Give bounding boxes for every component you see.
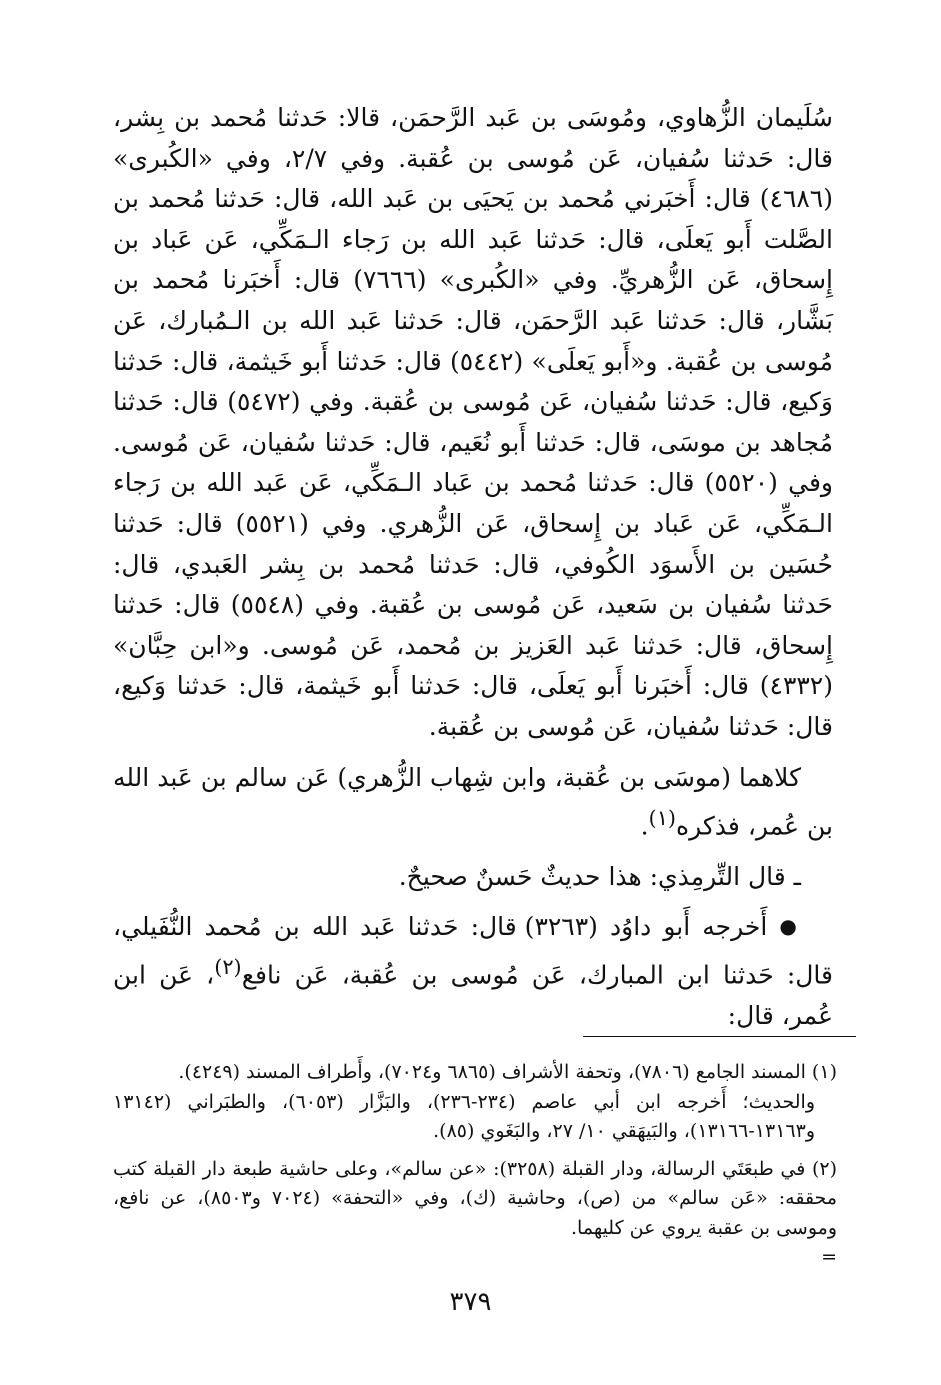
footnote-2: (٢) في طبعَتَي الرسالة، ودار القبلة (٣٢٥٨): «عن سالم»، وعلى حاشية طبعة دار القبلة كتب محققه: «عَن سالم» من (ص)، وحاشية (ك)، وفي «التحفة» (٧٠٢٤ و٨٥٠٣)، عن نافع، وموسى بن عقبة يروي عن كليهما. [113, 1157, 838, 1239]
main-text [113, 98, 833, 1037]
paragraph-abu-dawud-end: ، عَن ابن عُمر، قال: [113, 960, 833, 1031]
footnote-ref-2: (٢) [214, 955, 242, 980]
footnote-1-line-1: (١) المسند الجامع (٧٨٠٦)، وتحفة الأشراف (٦٨٦٥ و٧٠٢٤)، وأَطراف المسند (٤٢٤٩). [178, 1061, 837, 1083]
footnote-1-line-2: والحديث؛ أَخرجه ابن أبي عاصم (٢٣٤-٢٣٦)، والبَزَّار (٦٠٥٣)، والطبَراني (١٣١٤٢ و١٣١٦٣-١٣١٦٦)، والبَيهَقي ١٠/ ٢٧، والبَغَوي (٨٥). [113, 1090, 816, 1142]
page-number: ٣٧٩ [449, 1287, 492, 1317]
paragraph-tirmidhi-grade: ـ قال التِّرمِذي: هذا حديثٌ حَسنٌ صحيحٌ. [398, 862, 801, 892]
footnote-ref-1: (١) [648, 806, 677, 831]
footnote-continuation-mark: = [821, 1246, 837, 1268]
paragraph-abu-dawud [113, 906, 833, 1037]
paragraph-both-narrators [113, 758, 833, 848]
footnote-separator [583, 1036, 856, 1037]
paragraph-both-narrators-end: . [640, 811, 649, 841]
paragraph-abu-dawud-text: أَخرجه أَبو داوُد (٣٢٦٣) قال: حَدثنا عَبد الله بن مُحمد النُّفَيلي، قال: حَدثنا ابن المبارك، عَن مُوسى بن عُقبة، عَن نافع [113, 911, 833, 990]
footnotes [113, 1058, 837, 1273]
paragraph-both-narrators-text: كلاهما (موسَى بن عُقبة، وابن شِهاب الزُّهري) عَن سالم بن عَبد الله بن عُمر، فذكره [113, 762, 833, 841]
bullet-icon: ● [779, 913, 802, 938]
paragraph-hadith-chain: سُلَيمان الزُّهاوي، ومُوسَى بن عَبد الرَّحمَن، قالا: حَدثنا مُحمد بن بِشر، قال: حَدثنا سُفيان، عَن مُوسى بن عُقبة. وفي ٢/٧، وفي «الكُبرى» (٤٦٨٦) قال: أَخبَرني مُحمد بن يَحيَى بن عَبد الله، قال: حَدثنا مُحمد بن الصَّلت أَبو يَعلَى، قال: حَدثنا عَبد الله بن رَجاء الـمَكِّي، عَن عَباد بن إِسحاق، عَن الزُّهريِّ. وفي «الكُبرى» (٧٦٦٦) قال: أَخبَرنا مُحمد بن بَشَّار، قال: حَدثنا عَبد الرَّحمَن، قال: حَدثنا عَبد الله بن الـمُبارك، عَن مُوسى بن عُقبة. و«أَبو يَعلَى» (٥٤٤٢) قال: حَدثنا أَبو خَيثمة، قال: حَدثنا وَكيع، قال: حَدثنا سُفيان، عَن مُوسى بن عُقبة. وفي (٥٤٧٢) قال: حَدثنا مُجاهد بن موسَى، قال: حَدثنا أَبو نُعَيم، قال: حَدثنا سُفيان، عَن مُوسى. وفي (٥٥٢٠) قال: حَدثنا مُحمد بن عَباد الـمَكِّي، عَن عَبد الله بن رَجاء الـمَكِّي، عَن عَباد بن إِسحاق، عَن الزُّهري. وفي (٥٥٢١) قال: حَدثنا حُسَين بن الأَسوَد الكُوفي، قال: حَدثنا مُحمد بن بِشر العَبدي، قال: حَدثنا سُفيان بن سَعيد، عَن مُوسى بن عُقبة. وفي (٥٥٤٨) قال: حَدثنا إِسحاق، قال: حَدثنا عَبد العَزيز بن مُحمد، عَن مُوسى. و«ابن حِبَّان» (٤٣٣٢) قال: أَخبَرنا أَبو يَعلَى، قال: حَدثنا أَبو خَيثمة، قال: حَدثنا وَكيع، قال: حَدثنا سُفيان، عَن مُوسى بن عُقبة. [113, 103, 834, 741]
